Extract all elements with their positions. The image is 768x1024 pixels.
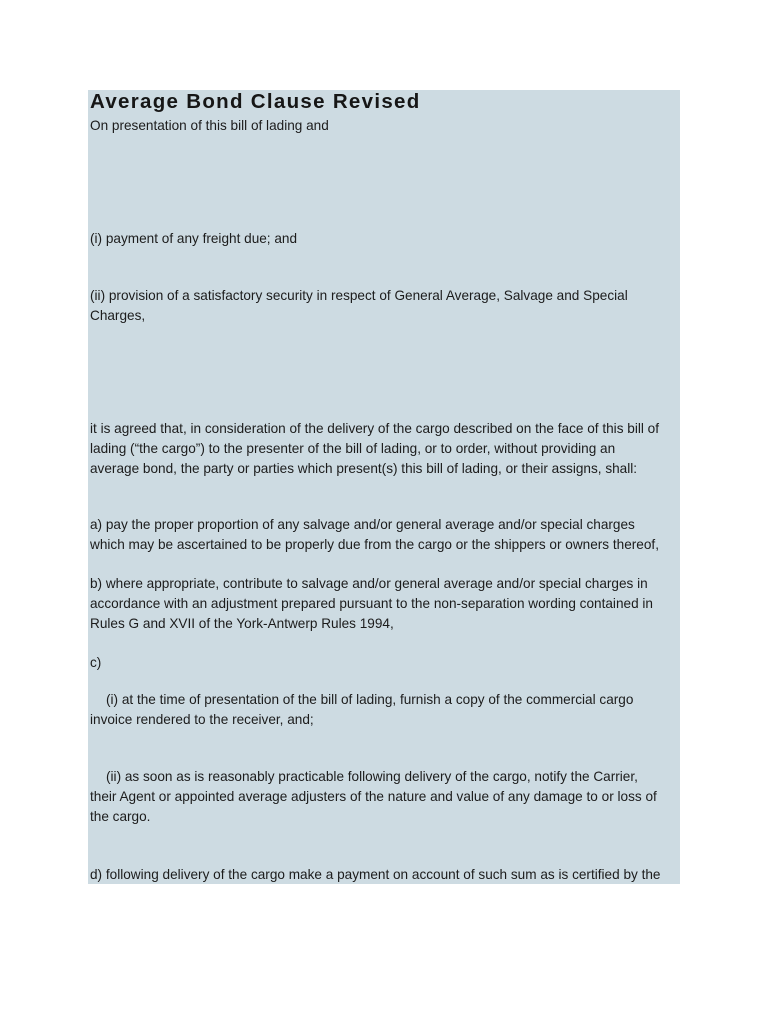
intro-paragraph [90,116,678,136]
intro-text: On presentation of this bill of lading and [90,118,329,133]
clause-c-i-line-1: (i) at the time of presentation of the bill of lading, furnish a copy of the commercial cargo [106,692,634,707]
clause-b-paragraph [90,574,678,634]
clause-b-line-3: Rules G and XVII of the York-Antwerp Rules 1994, [90,616,394,631]
agreement-line-3: average bond, the party or parties which present(s) this bill of lading, or their assigns, shall: [90,461,638,476]
clause-c-i-paragraph [90,690,678,730]
clause-b-line-1: b) where appropriate, contribute to salvage and/or general average and/or special charges in [90,576,648,591]
clause-c-label: c) [90,655,102,670]
agreement-line-2: lading (“the cargo”) to the presenter of the bill of lading, or to order, without providing an [90,441,616,456]
clause-d-paragraph [90,865,678,885]
agreement-line-1: it is agreed that, in consideration of the delivery of the cargo described on the face of this bill of [90,421,660,436]
clause-a-line-2: which may be ascertained to be properly due from the cargo or the shippers or owners thereof, [90,537,659,552]
clause-c-ii-paragraph [90,767,678,827]
clause-c-ii-line-3: the cargo. [90,809,151,824]
clause-c-i-line-2: invoice rendered to the receiver, and; [90,712,314,727]
clause-b-line-2: accordance with an adjustment prepared pursuant to the non-separation wording contained in [90,596,653,611]
agreement-paragraph [90,419,678,479]
item-i-paragraph [90,229,678,249]
clause-a-paragraph [90,515,678,555]
clause-c-ii-line-1: (ii) as soon as is reasonably practicable following delivery of the cargo, notify the Carrier, [106,769,638,784]
clause-d-line-1: d) following delivery of the cargo make a payment on account of such sum as is certified by the [90,867,661,882]
item-ii-line-2: Charges, [90,308,146,323]
item-ii-paragraph [90,286,678,326]
document-background [88,90,680,884]
document-title: Average Bond Clause Revised [90,90,421,113]
clause-c-ii-line-2: their Agent or appointed average adjusters of the nature and value of any damage to or loss of [90,789,657,804]
clause-c-label-paragraph [90,653,678,673]
item-ii-line-1: (ii) provision of a satisfactory security in respect of General Average, Salvage and Special [90,288,628,303]
item-i-text: (i) payment of any freight due; and [90,231,298,246]
clause-a-line-1: a) pay the proper proportion of any salvage and/or general average and/or special charges [90,517,635,532]
